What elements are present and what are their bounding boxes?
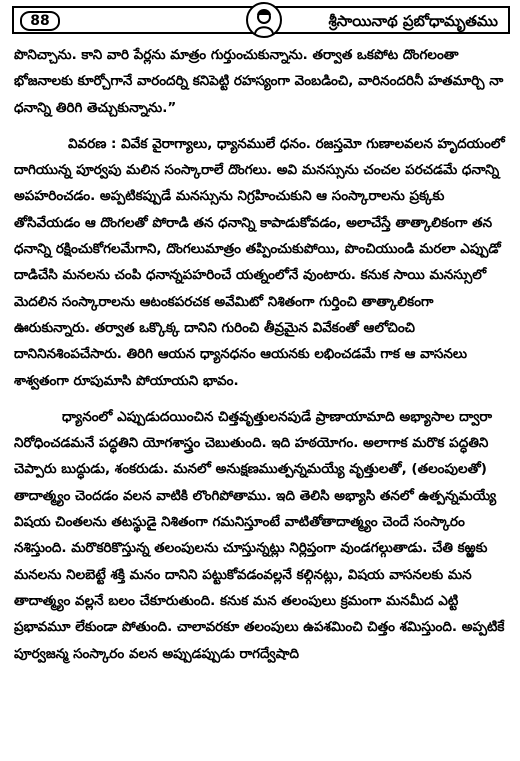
page-number: 88: [20, 11, 60, 31]
book-title: శ్రీసాయినాథ ప్రబోధామృతము: [328, 12, 498, 30]
saint-portrait-icon: [246, 2, 282, 38]
page-header: [12, 6, 510, 34]
page-body: [14, 42, 508, 667]
paragraph-meditation: ధ్యానంలో ఎప్పుడుదయించిన చిత్తవృత్తులనపుడే ప్రాణాయామాది అభ్యాసాల ద్వారా నిరోధించడమనే పద్ధతిని యోగశాస్త్రం చెబుతుంది. ఇది హఠయోగం. అలాగాక మరొక పద్ధతిని చెప్పారు బుద్ధుడు, శంకరుడు. మనలో అనుక్షణముత్పన్నమయ్యే వృత్తులతో, (తలంపులతో) తాదాత్మ్యం చెందడం వలన వాటికి లొంగిపోతాము. ఇది తెలిసి అభ్యాసి తనలో ఉత్పన్నమయ్యే విషయ చింతలను తటస్థుడై నిశితంగా గమనిస్తూంటే వాటితోతాదాత్మ్యం చెందే సంస్కారం నశిస్తుంది. మరొకరికొస్తున్న తలంపులను చూస్తున్నట్లు నిర్లిప్తంగా వుండగల్గుతాడు. చేతి కఱ్ఱకు మనలను నిలబెట్టే శక్తి మనం దానిని పట్టుకోవడంవల్లనే కల్గినట్లు, విషయ వాసనలకు మన తాదాత్మ్యం వల్లనే బలం చేకూరుతుంది. కనుక మన తలంపులు క్రమంగా మనమీద ఎట్టి ప్రభావమూ లేకుండా పోతుంది. చాలావరకూ తలంపులు ఉపశమించి చిత్తం శమిస్తుంది. అప్పటికే పూర్వజన్మ సంస్కారం వలన అప్పుడప్పుడు రాగద్వేషాది: [14, 408, 505, 662]
paragraph-continuation: పొనిచ్చాను. కాని వారి పేర్లను మాత్రం గుర్తుంచుకున్నాను. తర్వాత ఒకపోట దొంగలంతా భోజనాలకు కూర్చోగానే వారందర్ని కనిపెట్టి రహస్యంగా వెంబడించి, వారినందరినీ హతమార్చి నా ధనాన్ని తిరిగి తెచ్చుకున్నాను.”: [14, 47, 504, 116]
paragraph-explanation: వివరణ : వివేక వైరాగ్యాలు, ధ్యానములే ధనం. రజస్తమో గుణాలవలన హృదయంలో దాగియున్న పూర్వపు మలిన సంస్కారాలే దొంగలు. అవి మనస్సును చంచల పరచడమే ధనాన్ని అపహరించడం. అప్పటికప్పుడే మనస్సును నిగ్రహించుకుని ఆ సంస్కారాలను ప్రక్కకు తోసివేయడం ఆ దొంగలతో పోరాడి తన ధనాన్ని కాపాడుకోవడం, అలాచేస్తే తాత్కాలికంగా తన ధనాన్ని రక్షించుకోగలమేగాని, దొంగలుమాత్రం తప్పించుకుపోయి, పొంచియుండి మరలా ఎప్పుడో దాడిచేసి మనలను చంపి ధనాన్నపహరించే యత్నంలోనే వుంటారు. కనుక సాయి మనస్సులో మెదలిన సంస్కారాలను ఆటంకపరచక అవేమిటో నిశితంగా గుర్తించి తాత్కాలికంగా ఊరుకున్నారు. తర్వాత ఒక్కొక్క దానిని గురించి తీవ్రమైన వివేకంతో ఆలోచించి దానినినశింపచేసారు. తిరిగి ఆయన ధ్యానధనం ఆయనకు లభించడమే గాక ఆ వాసనలు శాశ్వతంగా రూపుమాసి పోయాయని భావం.: [14, 135, 505, 389]
